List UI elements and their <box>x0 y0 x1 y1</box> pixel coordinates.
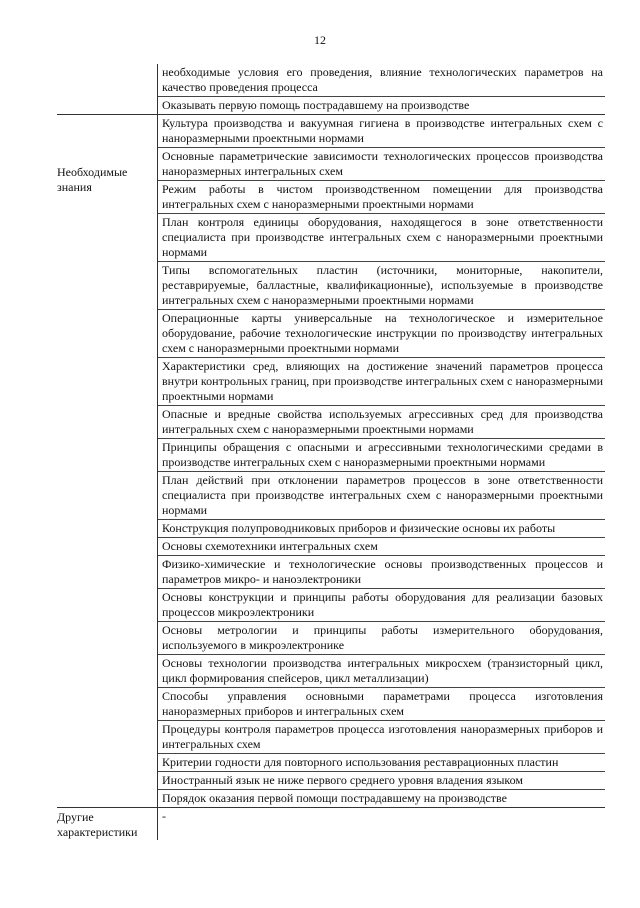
continued-items-cell <box>158 64 606 115</box>
knowledge-item: Процедуры контроля параметров процесса изготовления наноразмерных приборов и интегральных схем <box>158 721 605 754</box>
knowledge-item: Основы схемотехники интегральных схем <box>158 538 605 556</box>
knowledge-item: Опасные и вредные свойства используемых агрессивных сред для производства интегральных схем с наноразмерными проектными нормами <box>158 406 605 439</box>
continued-skills-row <box>57 64 605 115</box>
knowledge-item: Критерии годности для повторного использования реставрационных пластин <box>158 754 605 772</box>
knowledge-item: Типы вспомогательных пластин (источники, мониторные, накопители, реставрируемые, балластные, квалификационные), используемые в производстве интегральных схем с наноразмерными проектными нормами <box>158 262 605 310</box>
continued-label-cell <box>57 64 158 115</box>
knowledge-item: Иностранный язык не ниже первого среднего уровня владения языком <box>158 772 605 790</box>
other-characteristics-row <box>57 808 605 841</box>
other-label-cell <box>57 808 158 841</box>
knowledge-item: Культура производства и вакуумная гигиена в производстве интегральных схем с наноразмерными проектными нормами <box>158 115 605 148</box>
knowledge-row <box>57 115 605 808</box>
other-characteristics-label: Другие характеристики <box>57 810 138 839</box>
knowledge-item: Основы конструкции и принципы работы оборудования для реализации базовых процессов микроэлектроники <box>158 589 605 622</box>
knowledge-items-cell <box>158 115 606 808</box>
knowledge-item: План контроля единицы оборудования, находящегося в зоне ответственности специалиста при производстве интегральных схем с наноразмерными проектными нормами <box>158 214 605 262</box>
knowledge-label-cell <box>57 115 158 808</box>
knowledge-item: Способы управления основными параметрами процесса изготовления наноразмерных приборов и интегральных схем <box>158 688 605 721</box>
knowledge-item: Основы технологии производства интегральных микросхем (транзисторный цикл, цикл формирования спейсеров, цикл металлизации) <box>158 655 605 688</box>
continued-item: Оказывать первую помощь пострадавшему на производстве <box>162 98 470 112</box>
knowledge-item: Основные параметрические зависимости технологических процессов производства наноразмерных интегральных схем <box>158 148 605 181</box>
other-characteristics-value: - <box>162 809 166 823</box>
knowledge-item: Принципы обращения с опасными и агрессивными технологическими средами в производстве интегральных схем с наноразмерными проектными нормами <box>158 439 605 472</box>
knowledge-item: Характеристики сред, влияющих на достижение значений параметров процесса внутри контрольных границ, при производстве интегральных схем с наноразмерными проектными нормами <box>158 358 605 406</box>
knowledge-item: Режим работы в чистом производственном помещении для производства интегральных схем с наноразмерными проектными нормами <box>158 181 605 214</box>
knowledge-item: Физико-химические и технологические основы производственных процессов и параметров микро- и наноэлектроники <box>158 556 605 589</box>
knowledge-item: Конструкция полупроводниковых приборов и физические основы их работы <box>158 520 605 538</box>
knowledge-item: План действий при отклонении параметров процессов в зоне ответственности специалиста при производстве интегральных схем с наноразмерными проектными нормами <box>158 472 605 520</box>
knowledge-item: Операционные карты универсальные на технологическое и измерительное оборудование, рабочие технологические инструкции по производству интегральных схем с наноразмерными проектными нормами <box>158 310 605 358</box>
other-value-cell <box>158 808 606 841</box>
knowledge-item: Порядок оказания первой помощи пострадавшему на производстве <box>162 791 507 805</box>
page-number: 12 <box>314 33 326 47</box>
continued-item: необходимые условия его проведения, влияние технологических параметров на качество проведения процесса <box>158 64 605 97</box>
qualification-table <box>57 64 605 840</box>
knowledge-label: Необходимые знания <box>57 165 128 194</box>
knowledge-item: Основы метрологии и принципы работы измерительного оборудования, используемого в микроэлектронике <box>158 622 605 655</box>
